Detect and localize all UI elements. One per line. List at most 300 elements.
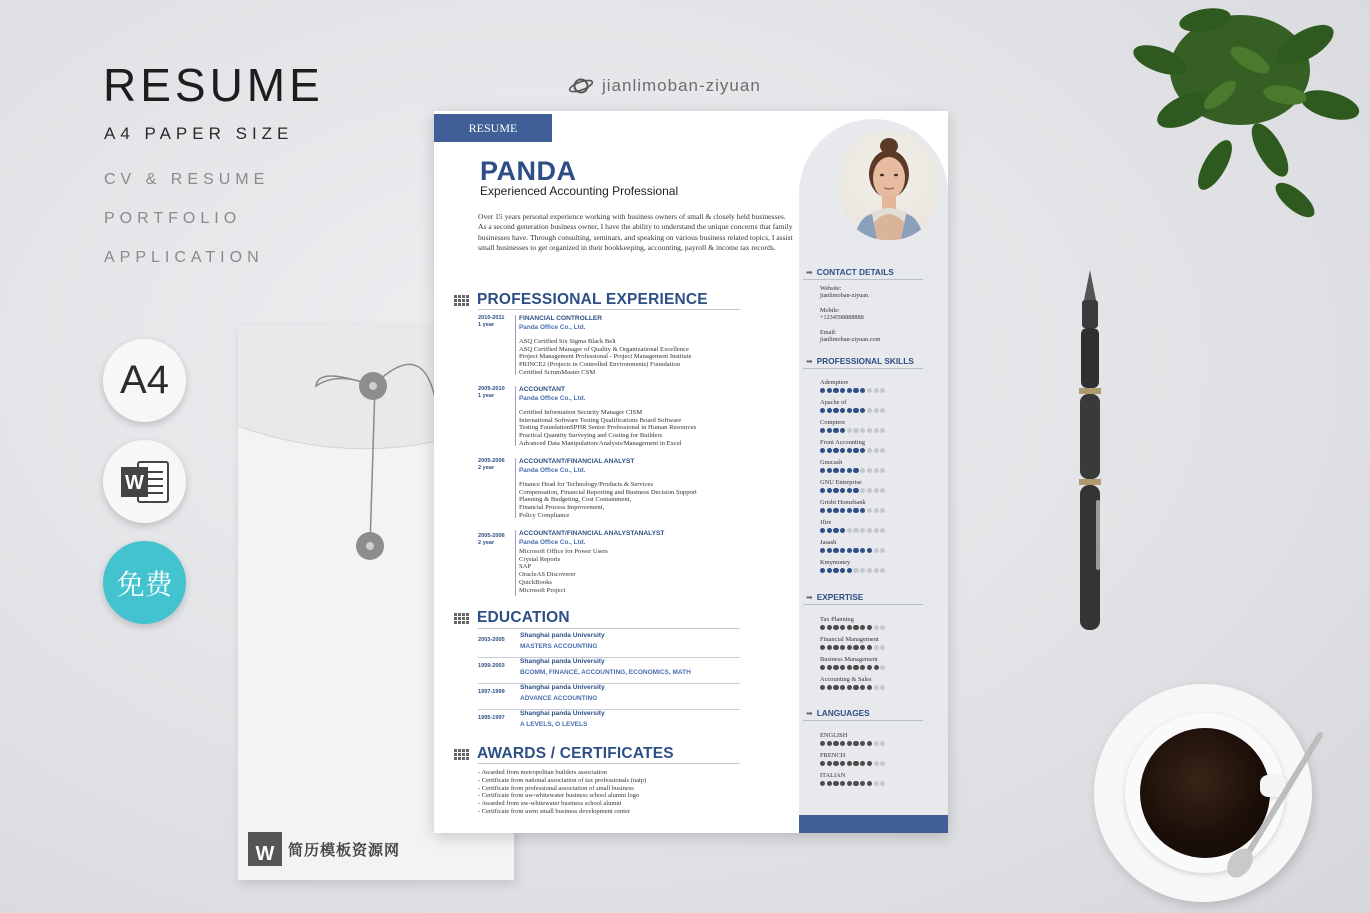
language-row-name: ENGLISH: [820, 732, 848, 739]
rating-dot: [853, 685, 858, 690]
rating-dot: [833, 665, 838, 670]
rating-dot: [874, 528, 879, 533]
rating-dot: [867, 781, 872, 786]
rating-dot: [847, 528, 852, 533]
rating-dot: [820, 685, 825, 690]
rating-dot: [860, 781, 865, 786]
rating-dot: [867, 645, 872, 650]
experience-date: 2005-2006 2 year: [478, 533, 505, 547]
experience-title: FINANCIAL CONTROLLER: [519, 315, 603, 322]
rating-dot: [880, 388, 885, 393]
rating-dot: [840, 468, 845, 473]
rating-dot: [827, 645, 832, 650]
rating-dot: [840, 408, 845, 413]
rating-dot: [880, 508, 885, 513]
rating-dot: [867, 528, 872, 533]
skill-row-name: Gnucash: [820, 459, 843, 466]
rating-dot: [860, 645, 865, 650]
skill-row-name: Front Accounting: [820, 439, 865, 446]
languages-rule: [803, 720, 923, 721]
rating-dot: [833, 781, 838, 786]
arrow-right-icon: ➡: [806, 592, 813, 602]
rating-dots: [820, 645, 885, 650]
profile-photo: [839, 130, 939, 240]
rating-dot: [874, 408, 879, 413]
rating-dot: [853, 625, 858, 630]
languages-title: LANGUAGES: [816, 708, 870, 718]
rating-dot: [827, 488, 832, 493]
education-entry: [478, 658, 740, 684]
rating-dot: [820, 528, 825, 533]
experience-heading: [454, 291, 708, 309]
rating-dot: [833, 388, 838, 393]
candidate-name: PANDA: [480, 156, 577, 186]
expertise-row: [820, 616, 885, 630]
planet-icon: [568, 76, 594, 96]
free-badge: 免费: [103, 541, 186, 624]
language-row: [820, 772, 885, 786]
rating-dot: [840, 448, 845, 453]
rating-dots: [820, 408, 885, 413]
rating-dot: [867, 568, 872, 573]
awards-rule: [478, 763, 740, 764]
rating-dot: [820, 508, 825, 513]
rating-dot: [827, 625, 832, 630]
rating-dot: [880, 408, 885, 413]
language-row: [820, 752, 885, 766]
rating-dot: [827, 448, 832, 453]
rating-dot: [860, 468, 865, 473]
education-heading: [454, 609, 570, 627]
experience-title: ACCOUNTANT: [519, 386, 566, 393]
rating-dot: [840, 388, 845, 393]
expertise-row: [820, 656, 885, 670]
promo-title: RESUME: [103, 59, 324, 111]
rating-dot: [820, 408, 825, 413]
skill-row: [820, 559, 885, 573]
rating-dot: [833, 568, 838, 573]
rating-dot: [853, 781, 858, 786]
experience-company: Panda Office Co., Ltd.: [519, 539, 586, 546]
rating-dot: [847, 568, 852, 573]
promo-subtitle: A4 PAPER SIZE: [104, 124, 294, 143]
experience-date: 2009-2010 1 year: [478, 386, 505, 400]
rating-dot: [827, 568, 832, 573]
rating-dot: [853, 665, 858, 670]
rating-dot: [860, 428, 865, 433]
expertise-row: [820, 636, 885, 650]
rating-dot: [827, 761, 832, 766]
rating-dot: [860, 508, 865, 513]
rating-dots: [820, 568, 885, 573]
language-row-name: ITALIAN: [820, 772, 846, 779]
awards-list: - Awarded from metropolitan builders association - Certificate from national association of tax professionals (natp) - Certificate from professional association of small business - Certificate from uw-whitewater business school alumni logo - Awarded from uw-whitewater business school alumni - Certificate from uwm small business development center: [478, 769, 647, 815]
rating-dot: [860, 388, 865, 393]
top-watermark: [568, 76, 761, 96]
rating-dot: [880, 685, 885, 690]
experience-items: Certified Information Security Manager CISM International Software Testing Qualifications Board Software Testing FoundationSPHR Senior Professional in Human Resources Practical Quantity Surveying and Costing for Builders Advanced Data Manipulation/Analysis/Management in Excel: [519, 409, 697, 447]
rating-dot: [874, 468, 879, 473]
expertise-row-name: Financial Management: [820, 636, 879, 643]
grid-icon: [454, 749, 469, 760]
rating-dot: [860, 548, 865, 553]
rating-dot: [867, 685, 872, 690]
rating-dot: [833, 741, 838, 746]
rating-dot: [833, 548, 838, 553]
rating-dot: [860, 528, 865, 533]
education-date: 2003-2005: [478, 637, 505, 643]
rating-dot: [840, 761, 845, 766]
rating-dot: [827, 428, 832, 433]
skill-row-name: Jfire: [820, 519, 832, 526]
skill-row-name: Compiere: [820, 419, 846, 426]
expertise-rule: [803, 604, 923, 605]
grid-icon: [454, 295, 469, 306]
rating-dot: [860, 568, 865, 573]
rating-dot: [827, 781, 832, 786]
skills-heading: [806, 356, 914, 366]
rating-dot: [840, 645, 845, 650]
rating-dot: [853, 468, 858, 473]
rating-dot: [820, 548, 825, 553]
rating-dots: [820, 665, 885, 670]
rating-dot: [874, 428, 879, 433]
education-title: EDUCATION: [477, 609, 570, 626]
rating-dot: [833, 468, 838, 473]
rating-dot: [827, 741, 832, 746]
rating-dot: [820, 665, 825, 670]
rating-dot: [827, 665, 832, 670]
skill-row-name: Apache of: [820, 399, 847, 406]
pen-decoration: [1060, 270, 1120, 640]
rating-dot: [820, 741, 825, 746]
rating-dot: [833, 761, 838, 766]
rating-dot: [874, 568, 879, 573]
rating-dot: [847, 761, 852, 766]
rating-dot: [853, 428, 858, 433]
rating-dot: [867, 508, 872, 513]
education-school: Shanghai panda University: [520, 658, 605, 665]
resume-sheet: [434, 111, 948, 833]
word-badge: [103, 440, 186, 523]
rating-dot: [847, 448, 852, 453]
rating-dot: [840, 548, 845, 553]
rating-dot: [860, 488, 865, 493]
rating-dot: [820, 625, 825, 630]
rating-dot: [847, 488, 852, 493]
rating-dot: [827, 548, 832, 553]
rating-dot: [867, 488, 872, 493]
rating-dot: [847, 468, 852, 473]
rating-dot: [867, 448, 872, 453]
resume-tag: RESUME: [434, 114, 552, 142]
skill-row-name: Grisbi Homebank: [820, 499, 866, 506]
bottom-watermark: [248, 832, 400, 866]
education-school: Shanghai panda University: [520, 684, 605, 691]
expertise-row-name: Business Management: [820, 656, 878, 663]
rating-dot: [840, 741, 845, 746]
rating-dot: [874, 625, 879, 630]
rating-dot: [860, 761, 865, 766]
a4-badge: A4: [103, 339, 186, 422]
education-date: 1999-2003: [478, 663, 505, 669]
contact-mobile: Mobile: +1234598888888: [820, 307, 864, 321]
rating-dot: [880, 488, 885, 493]
rating-dot: [874, 448, 879, 453]
rating-dot: [853, 528, 858, 533]
watermark-text: 简历模板资源网: [288, 841, 401, 859]
rating-dot: [853, 548, 858, 553]
skill-row: [820, 379, 885, 393]
rating-dot: [847, 665, 852, 670]
rating-dot: [847, 625, 852, 630]
expertise-title: EXPERTISE: [816, 592, 864, 602]
rating-dot: [880, 548, 885, 553]
experience-company: Panda Office Co., Ltd.: [519, 467, 586, 474]
rating-dot: [880, 665, 885, 670]
experience-title: PROFESSIONAL EXPERIENCE: [477, 291, 708, 308]
experience-items: ASQ Certified Six Sigma Black Belt ASQ Certified Manager of Quality & Organizational Excellence Project Management Professional - Project Management Institute PRINCE2 (Projects in Controlled Environments) Foundation Certified ScrumMaster CSM: [519, 338, 692, 376]
rating-dot: [840, 528, 845, 533]
rating-dot: [853, 408, 858, 413]
skill-row: [820, 499, 885, 513]
rating-dot: [840, 665, 845, 670]
skill-row-name: Adempiere: [820, 379, 849, 386]
experience-company: Panda Office Co., Ltd.: [519, 395, 586, 402]
skill-row: [820, 439, 885, 453]
rating-dot: [860, 408, 865, 413]
rating-dots: [820, 761, 885, 766]
rating-dot: [840, 488, 845, 493]
skills-title: PROFESSIONAL SKILLS: [816, 356, 914, 366]
rating-dot: [840, 685, 845, 690]
education-major: BCOMM, FINANCE, ACCOUNTING, ECONOMICS, MATH: [520, 669, 691, 676]
rating-dot: [820, 488, 825, 493]
education-date: 1997-1999: [478, 689, 505, 695]
contact-heading: [806, 267, 894, 277]
experience-title: ACCOUNTANT/FINANCIAL ANALYST: [519, 458, 635, 465]
education-date: 1995-1997: [478, 715, 505, 721]
language-row: [820, 732, 885, 746]
rating-dot: [847, 388, 852, 393]
rating-dot: [847, 508, 852, 513]
rating-dot: [867, 665, 872, 670]
awards-title: AWARDS / CERTIFICATES: [477, 745, 674, 762]
rating-dot: [820, 781, 825, 786]
contact-title: CONTACT DETAILS: [816, 267, 894, 277]
rating-dots: [820, 508, 885, 513]
rating-dot: [833, 408, 838, 413]
grid-icon: [454, 613, 469, 624]
awards-heading: [454, 745, 674, 763]
rating-dot: [867, 761, 872, 766]
rating-dot: [847, 781, 852, 786]
rating-dot: [833, 488, 838, 493]
skill-row-name: Kmymoney: [820, 559, 851, 566]
experience-items: Finance Head for Technology/Products & Services Compensation, Financial Reporting and Business Decision Support Planning & Budgeting, Cost Containment, Financial Process Improvement, Policy Compliance: [519, 481, 697, 519]
skill-row: [820, 479, 885, 493]
timeline-line: [515, 458, 516, 518]
rating-dot: [820, 388, 825, 393]
rating-dot: [847, 741, 852, 746]
rating-dot: [867, 428, 872, 433]
rating-dots: [820, 448, 885, 453]
rating-dot: [867, 388, 872, 393]
rating-dot: [853, 388, 858, 393]
rating-dot: [874, 388, 879, 393]
rating-dots: [820, 781, 885, 786]
skill-row: [820, 399, 885, 413]
rating-dot: [874, 781, 879, 786]
rating-dot: [820, 428, 825, 433]
rating-dot: [853, 568, 858, 573]
experience-entry: [478, 315, 778, 377]
rating-dot: [860, 741, 865, 746]
experience-title: ACCOUNTANT/FINANCIAL ANALYSTANALYST: [519, 530, 665, 537]
rating-dot: [827, 508, 832, 513]
promo-line-portfolio: PORTFOLIO: [104, 210, 242, 227]
languages-heading: [806, 708, 870, 718]
rating-dot: [880, 428, 885, 433]
education-major: MASTERS ACCOUNTING: [520, 643, 598, 650]
expertise-heading: [806, 592, 863, 602]
rating-dot: [874, 548, 879, 553]
rating-dots: [820, 625, 885, 630]
skill-row: [820, 419, 885, 433]
rating-dot: [827, 685, 832, 690]
rating-dot: [840, 508, 845, 513]
rating-dot: [847, 548, 852, 553]
rating-dot: [860, 448, 865, 453]
rating-dot: [853, 508, 858, 513]
promo-line-cv: CV & RESUME: [104, 171, 270, 188]
education-school: Shanghai panda University: [520, 710, 605, 717]
rating-dot: [847, 428, 852, 433]
rating-dot: [833, 528, 838, 533]
rating-dot: [867, 548, 872, 553]
skills-rule: [803, 368, 923, 369]
rating-dot: [820, 468, 825, 473]
expertise-row-name: Tax Planning: [820, 616, 854, 623]
education-school: Shanghai panda University: [520, 632, 605, 639]
watermark-logo: W: [248, 832, 282, 866]
rating-dot: [853, 448, 858, 453]
timeline-line: [515, 315, 516, 375]
rating-dot: [874, 508, 879, 513]
rating-dot: [847, 685, 852, 690]
rating-dot: [820, 568, 825, 573]
experience-entry: [478, 530, 778, 598]
rating-dot: [853, 488, 858, 493]
rating-dot: [860, 665, 865, 670]
rating-dot: [833, 625, 838, 630]
rating-dots: [820, 428, 885, 433]
skill-row-name: GNU Enterprise: [820, 479, 862, 486]
portrait-icon: [839, 130, 939, 240]
rating-dot: [853, 645, 858, 650]
experience-date: 2005-2006 2 year: [478, 458, 505, 472]
rating-dots: [820, 528, 885, 533]
rating-dot: [874, 665, 879, 670]
rating-dot: [853, 761, 858, 766]
rating-dot: [840, 625, 845, 630]
contact-email: Email: jianlimoban-ziyuan.com: [820, 329, 881, 343]
skill-row: [820, 519, 885, 533]
rating-dot: [880, 645, 885, 650]
rating-dots: [820, 488, 885, 493]
rating-dot: [840, 781, 845, 786]
rating-dot: [867, 468, 872, 473]
rating-dot: [880, 468, 885, 473]
skill-row: [820, 459, 885, 473]
skill-row: [820, 539, 885, 553]
rating-dot: [847, 645, 852, 650]
education-entry: [478, 684, 740, 710]
sidebar-footer-bar: [799, 815, 948, 833]
rating-dot: [833, 508, 838, 513]
promo-line-application: APPLICATION: [104, 249, 264, 266]
rating-dot: [827, 468, 832, 473]
rating-dots: [820, 741, 885, 746]
rating-dots: [820, 388, 885, 393]
experience-items: Microsoft Office for Power Users Crystal Reports SAP OracleAS Discoverer QuickBooks Microsoft Project: [519, 548, 608, 594]
rating-dot: [860, 685, 865, 690]
rating-dot: [874, 741, 879, 746]
expertise-row: [820, 676, 885, 690]
rating-dot: [867, 741, 872, 746]
rating-dot: [833, 645, 838, 650]
rating-dot: [820, 645, 825, 650]
education-major: ADVANCE ACCOUNTING: [520, 695, 598, 702]
word-icon: [118, 459, 172, 505]
rating-dot: [820, 761, 825, 766]
experience-date: 2010-2011 1 year: [478, 315, 505, 329]
timeline-line: [515, 386, 516, 446]
experience-entry: [478, 458, 778, 520]
skill-row-name: Jasash: [820, 539, 837, 546]
rating-dot: [860, 625, 865, 630]
rating-dot: [880, 781, 885, 786]
language-row-name: FRENCH: [820, 752, 846, 759]
experience-company: Panda Office Co., Ltd.: [519, 324, 586, 331]
rating-dot: [840, 428, 845, 433]
education-entry: [478, 632, 740, 658]
rating-dot: [874, 685, 879, 690]
top-watermark-text: jianlimoban-ziyuan: [602, 76, 761, 95]
word-letter: W: [124, 471, 144, 494]
candidate-role: Experienced Accounting Professional: [480, 184, 679, 198]
experience-entry: [478, 386, 778, 448]
rating-dot: [853, 741, 858, 746]
arrow-right-icon: ➡: [806, 267, 813, 277]
rating-dot: [827, 388, 832, 393]
rating-dot: [833, 428, 838, 433]
experience-rule: [478, 309, 740, 310]
rating-dot: [833, 685, 838, 690]
plant-decoration: [1090, 0, 1370, 225]
timeline-line: [515, 530, 516, 596]
education-entry: [478, 710, 740, 736]
rating-dots: [820, 548, 885, 553]
spoon-decoration: [1210, 725, 1340, 885]
rating-dot: [867, 625, 872, 630]
rating-dot: [820, 448, 825, 453]
rating-dots: [820, 685, 885, 690]
expertise-row-name: Accounting & Sales: [820, 676, 872, 683]
rating-dot: [867, 408, 872, 413]
arrow-right-icon: ➡: [806, 356, 813, 366]
rating-dots: [820, 468, 885, 473]
